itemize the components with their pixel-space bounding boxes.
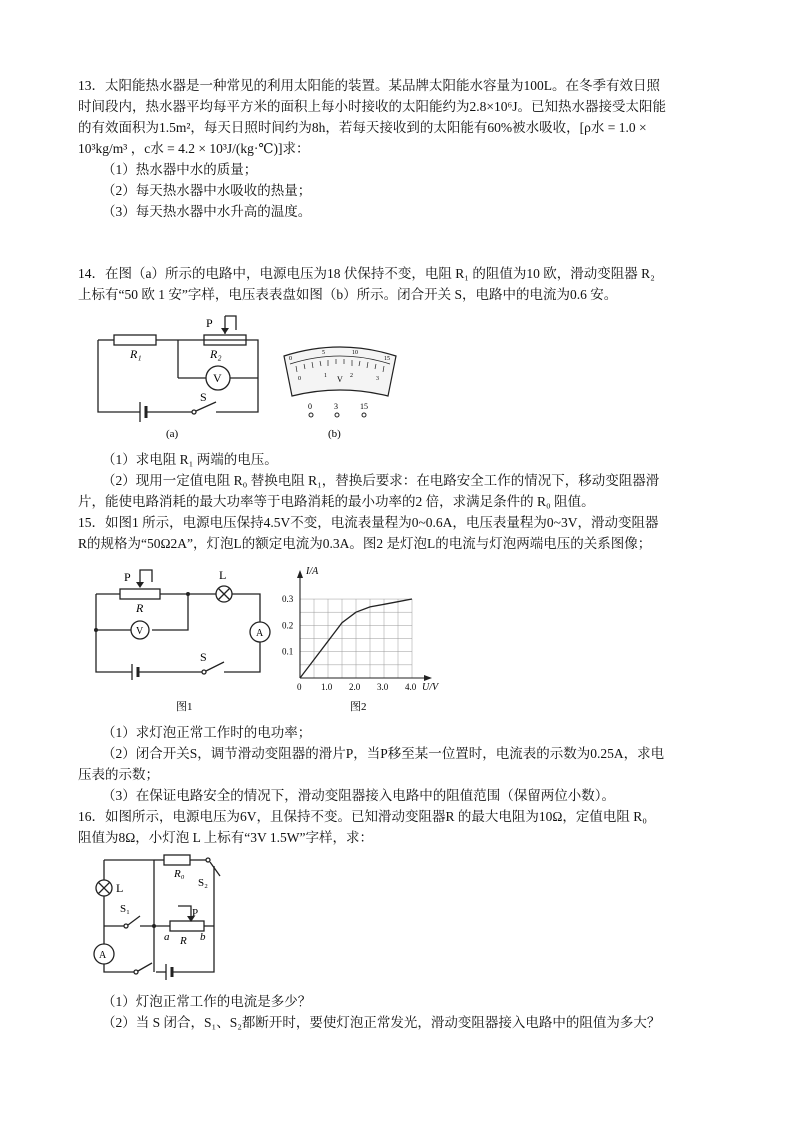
q14-sub-1: （1）求电阻 R₁ 两端的电压。	[102, 452, 278, 467]
q15-line-2: R的规格为“50Ω2A”，灯泡L的额定电流为0.3A。图2 是灯泡L的电流与灯泡两端电压的关系图像；	[78, 536, 652, 551]
p-label: P	[206, 316, 213, 330]
q14-line-1: 14．在图（a）所示的电路中，电源电压为18 伏保持不变，电阻 R₁ 的阻值为10 欧，滑动变阻器 R₂	[78, 266, 655, 281]
chart-caption: 图2	[350, 701, 367, 713]
fig1-voltmeter-label: V	[136, 626, 144, 637]
q16-b-label: b	[200, 931, 206, 943]
figure-b-voltmeter-dial	[282, 346, 398, 442]
q16-line-2: 阻值为8Ω，小灯泡 L 上标有“3V 1.5W”字样，求：	[78, 830, 374, 845]
q16-line-1: 16．如图所示，电源电压为6V，且保持不变。已知滑动变阻器R 的最大电阻为10Ω，定值电阻 R₀	[78, 809, 647, 824]
fig1-switch-label: S	[200, 650, 207, 664]
q13-line-1: 13．太阳能热水器是一种常见的利用太阳能的装置。某品牌太阳能水容量为100L。在冬季有效日照	[78, 78, 660, 93]
dial-bot-3: 3	[376, 376, 379, 382]
q16-s1-label: S₁	[120, 903, 130, 915]
figure-1-circuit	[90, 562, 280, 718]
q16-r0-label: R₀	[174, 868, 185, 880]
chart-xtick-label: 3.0	[377, 682, 389, 692]
q13-sub-3: （3）每天热水器中水升高的温度。	[102, 204, 312, 219]
dial-bot-1: 1	[324, 373, 327, 379]
q13-line-2: 时间段内，热水器平均每平方米的面积上每小时接收的太阳能约为2.8×10⁶J。已知热水器接受太阳能	[78, 99, 666, 114]
dial-top-0: 0	[289, 356, 292, 362]
figure-q16-circuit	[88, 846, 238, 984]
q13-sub-1: （1）热水器中水的质量；	[102, 162, 258, 177]
q15-sub-2b: 压表的示数；	[78, 767, 159, 782]
q16-a-label: a	[164, 931, 170, 943]
chart-xtick-label: 2.0	[349, 682, 361, 692]
fig1-ammeter-label: A	[256, 628, 264, 639]
dial-bot-2: 2	[350, 373, 353, 379]
dial-top-10: 10	[352, 350, 358, 356]
q16-p-label: P	[192, 907, 199, 919]
q14-line-2: 上标有“50 欧 1 安”字样，电压表表盘如图（b）所示。闭合开关 S，电路中的电流为0.6 安。	[78, 287, 618, 302]
q16-l-label: L	[116, 881, 124, 895]
figure-a-circuit	[92, 312, 272, 442]
r2-label: R₂	[210, 347, 222, 361]
dial-unit-v: V	[337, 375, 343, 384]
fig1-caption: 图1	[176, 701, 193, 713]
q15-sub-3: （3）在保证电路安全的情况下，滑动变阻器接入电路中的阻值范围（保留两位小数）。	[102, 788, 615, 803]
q13-line-4: 10³kg/m³ ，c水 = 4.2 × 10³J/(kg·℃)]求：	[78, 141, 310, 156]
q16-sub-1: （1）灯泡正常工作的电流是多少？	[102, 994, 312, 1009]
dial-top-15: 15	[384, 356, 390, 362]
q13-line-3: 的有效面积为1.5m²，每天日照时间约为8h，若每天接收到的太阳能有60%被水吸收，[ρ水 = 1.0 ×	[78, 120, 647, 135]
fig1-l-label: L	[219, 568, 227, 582]
q16-sub-2: （2）当 S 闭合，S₁、S₂都断开时，要使灯泡正常发光，滑动变阻器接入电路中的阻值为多大？	[102, 1015, 661, 1030]
q16-s2-label: S₂	[198, 877, 208, 889]
dial-bot-0: 0	[298, 376, 301, 382]
q14-sub-2b: 片，能使电路消耗的最大功率等于电路消耗的最小功率的2 倍，求满足条件的 R₀ 阻值。	[78, 494, 595, 509]
figure-b-caption: (b)	[328, 428, 341, 440]
chart-xlabel: U/V	[422, 682, 439, 693]
q16-ammeter-label: A	[99, 950, 107, 961]
q15-sub-2a: （2）闭合开关S，调节滑动变阻器的滑片P，当P移至某一位置时，电流表的示数为0.25A，求电	[102, 746, 665, 761]
q15-line-1: 15．如图1 所示，电源电压保持4.5V不变，电流表量程为0~0.6A，电压表量程为0~3V，滑动变阻器	[78, 515, 659, 530]
terminal-15: 15	[360, 402, 368, 411]
q13-sub-2: （2）每天热水器中水吸收的热量；	[102, 183, 312, 198]
fig1-r-label: R	[136, 601, 144, 615]
r1-label: R₁	[130, 347, 142, 361]
switch-label: S	[200, 390, 207, 404]
figure-2-chart	[280, 562, 440, 718]
q16-r-label: R	[180, 935, 187, 947]
q14-sub-2a: （2）现用一定值电阻 R₀ 替换电阻 R₁，替换后要求：在电路安全工作的情况下，移动变阻器滑	[102, 473, 660, 488]
voltmeter-label: V	[213, 371, 222, 385]
terminal-0: 0	[308, 402, 312, 411]
chart-xtick-label: 0	[297, 682, 302, 692]
terminal-3: 3	[334, 402, 338, 411]
figure-a-caption: (a)	[166, 428, 179, 440]
q15-sub-1: （1）求灯泡正常工作时的电功率；	[102, 725, 312, 740]
chart-xtick-label: 4.0	[405, 682, 417, 692]
chart-ylabel: I/A	[306, 566, 319, 577]
dial-top-5: 5	[322, 350, 325, 356]
chart-xtick-label: 1.0	[321, 682, 333, 692]
chart-ytick-label: 0.3	[282, 594, 294, 605]
chart-ytick-label: 0.1	[282, 646, 294, 657]
fig1-p-label: P	[124, 570, 131, 584]
chart-ytick-label: 0.2	[282, 620, 294, 631]
